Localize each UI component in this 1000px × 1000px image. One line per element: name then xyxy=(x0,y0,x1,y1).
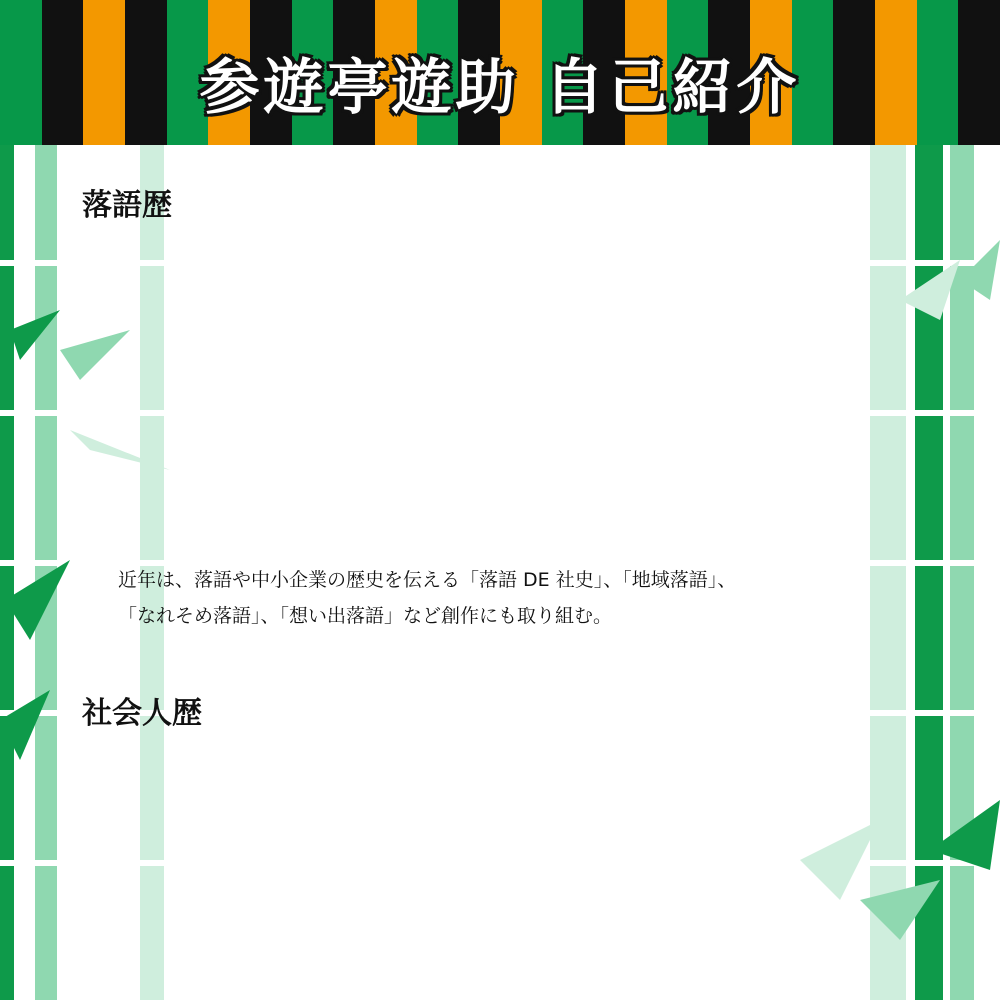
career-heading: 社会人歴 xyxy=(82,696,202,731)
rakugo.items-item xyxy=(120,518,239,540)
career.items-item xyxy=(120,733,239,755)
rakugo-note-line-1: 近年は、落語や中小企業の歴史を伝える「落語 DE 社史」、「地域落語」、 xyxy=(118,569,737,591)
career.items-item xyxy=(120,896,239,918)
rakugo-note-line-2: 「なれそめ落語」、「想い出落語」など創作にも取り組む。 xyxy=(118,605,613,627)
rakugo.items-item xyxy=(120,477,239,499)
career.items-item xyxy=(120,938,239,960)
rakugo.items-item xyxy=(120,310,239,332)
rakugo.items-item xyxy=(120,394,239,416)
rakugo.items-item xyxy=(120,351,239,373)
rakugo.items-item xyxy=(120,267,239,289)
page-title: 参遊亭遊助 自己紹介 xyxy=(199,53,801,123)
rakugo.items-item xyxy=(120,434,239,456)
career.items-item xyxy=(120,772,239,794)
career.items-item xyxy=(120,854,239,876)
rakugo.items-item xyxy=(120,228,239,250)
rakugo-heading: 落語歴 xyxy=(82,188,172,223)
